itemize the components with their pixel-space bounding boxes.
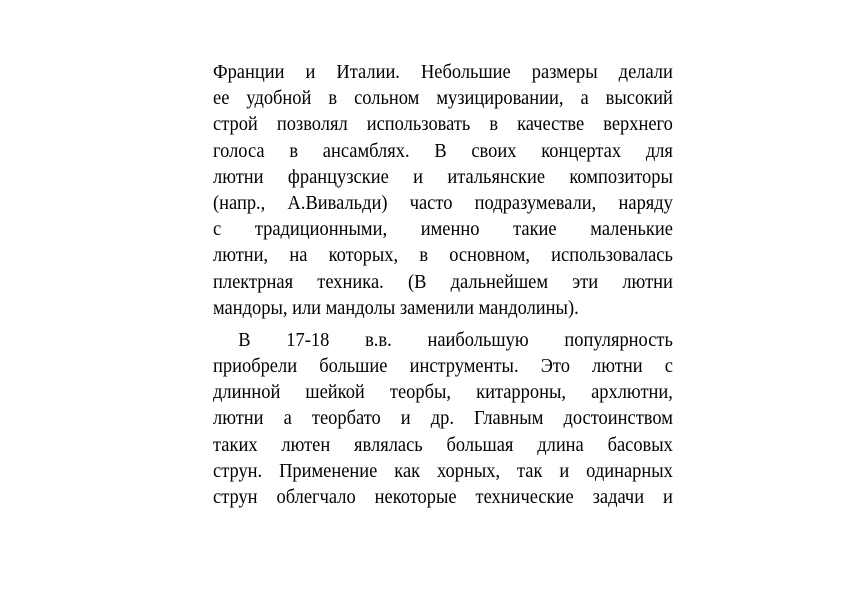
text-line: (напр., А.Вивальди) часто подразумевали, наряду (213, 191, 673, 214)
text-line: мандоры, или мандолы заменили мандолины). (213, 296, 579, 319)
text-line: плектрная техника. (В дальнейшем эти лютни (213, 270, 673, 293)
text-line: лютни, на которых, в основном, использовалась (213, 244, 673, 267)
text-line: строй позволял использовать в качестве верхнего (213, 113, 673, 136)
text-line: струн облегчало некоторые технические задачи и (213, 486, 673, 508)
paragraph-1 (213, 59, 673, 321)
body-text (213, 59, 673, 510)
text-line: голоса в ансамблях. В своих концертах для (213, 139, 673, 162)
paragraph-2 (213, 327, 673, 510)
text-line: таких лютен являлась большая длина басовых (213, 433, 673, 456)
text-line: ее удобной в сольном музицировании, а высокий (213, 87, 673, 110)
text-line: В 17-18 в.в. наибольшую популярность (238, 328, 673, 351)
text-line: Франции и Италии. Небольшие размеры делали (213, 61, 673, 83)
text-line: с традиционными, именно такие маленькие (213, 218, 673, 241)
text-line: приобрели большие инструменты. Это лютни с (213, 355, 673, 378)
text-line: лютни а теорбато и др. Главным достоинством (213, 407, 673, 430)
text-line: длинной шейкой теорбы, китарроны, архлютни, (213, 381, 673, 404)
text-line: струн. Применение как хорных, так и одинарных (213, 459, 673, 482)
text-line: лютни французские и итальянские композиторы (213, 165, 673, 188)
